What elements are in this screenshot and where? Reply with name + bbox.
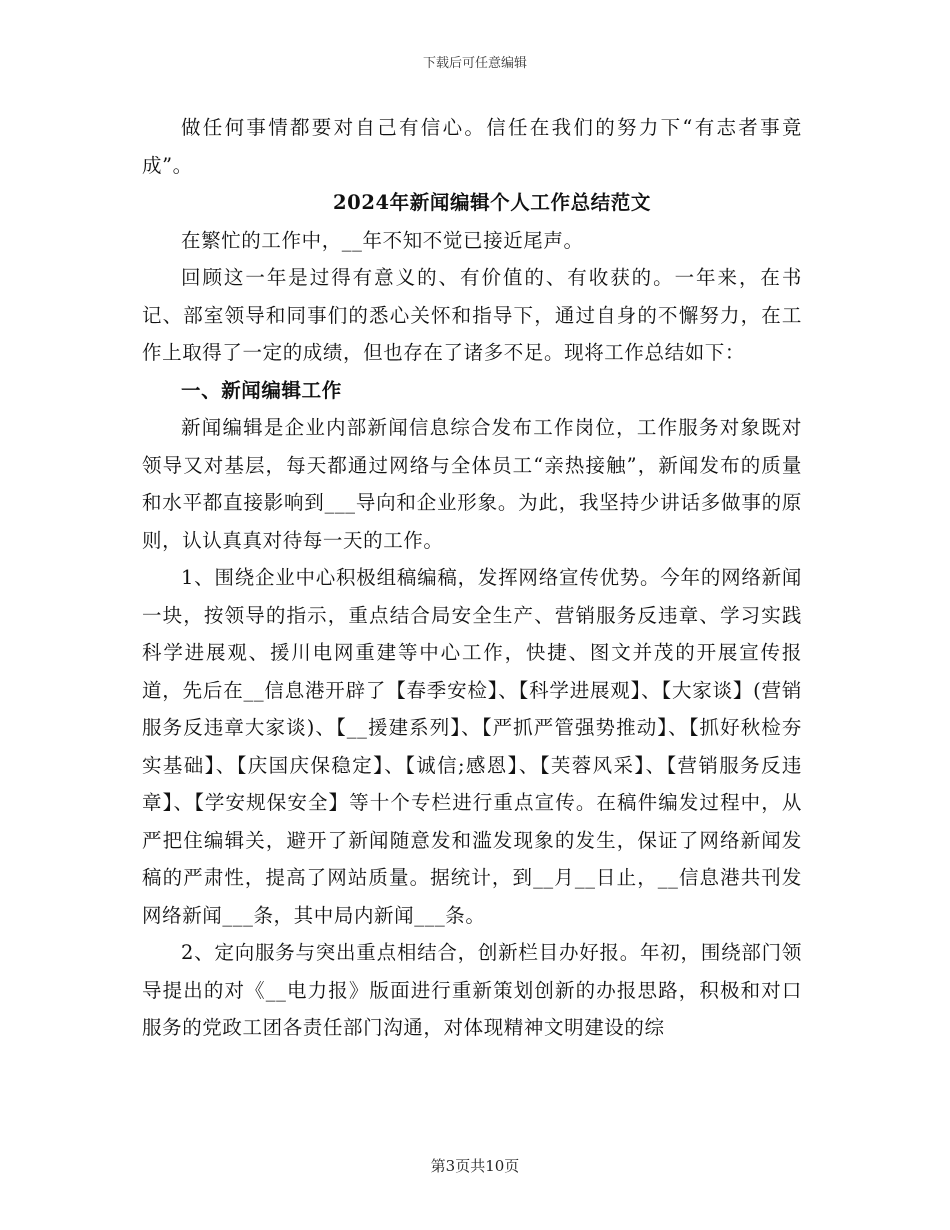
- paragraph-1: 在繁忙的工作中，__年不知不觉已接近尾声。: [181, 228, 584, 252]
- page-footer: 第3页共10页: [430, 1157, 520, 1175]
- paragraph-4: 1、围绕企业中心积极组稿编稿，发挥网络宣传优势。今年的网络新闻一块，按领导的指示，重点结合局安全生产、营销服务反违章、学习实践科学进展观、援川电网重建等中心工作，快捷、图文并茂的开展宣传报道，先后在__信息港开辟了【春季安检】、【科学进展观】、【大家谈】(营销服务反违章大家谈)、【__援建系列】、【严抓严管强势推动】、【抓好秋检夯实基础】、【庆国庆保稳定】、【诚信;感恩】、【芙蓉风采】、【营销服务反违章】、【学安规保安全】等十个专栏进行重点宣传。在稿件编发过程中，从严把住编辑关，避开了新闻随意发和滥发现象的发生，保证了网络新闻发稿的严肃性，提高了网站质量。据统计，到__月__日止，__信息港共刊发网络新闻___条，其中局内新闻___条。: [142, 566, 802, 927]
- page-header: 下载后可任意编辑: [422, 56, 527, 71]
- document-body: [142, 109, 802, 1047]
- document-title: 2024年新闻编辑个人工作总结范文: [333, 191, 651, 214]
- section-heading-1: 一、新闻编辑工作: [181, 378, 342, 402]
- paragraph-intro: 做任何事情都要对自己有信心。信任在我们的努力下“有志者事竟成”。: [142, 116, 802, 177]
- paragraph-3: 新闻编辑是企业内部新闻信息综合发布工作岗位，工作服务对象既对领导又对基层，每天都通过网络与全体员工“亲热接触”，新闻发布的质量和水平都直接影响到___导向和企业形象。为此，我坚持少讲话多做事的原则，认认真真对待每一天的工作。: [142, 416, 802, 552]
- paragraph-5: 2、定向服务与突出重点相结合，创新栏目办好报。年初，围绕部门领导提出的对《__电力报》版面进行重新策划创新的办报思路，积极和对口服务的党政工团各责任部门沟通，对体现精神文明建设的综: [142, 941, 802, 1039]
- paragraph-2: 回顾这一年是过得有意义的、有价值的、有收获的。一年来，在书记、部室领导和同事们的悉心关怀和指导下，通过自身的不懈努力，在工作上取得了一定的成绩，但也存在了诸多不足。现将工作总结如下：: [142, 266, 802, 364]
